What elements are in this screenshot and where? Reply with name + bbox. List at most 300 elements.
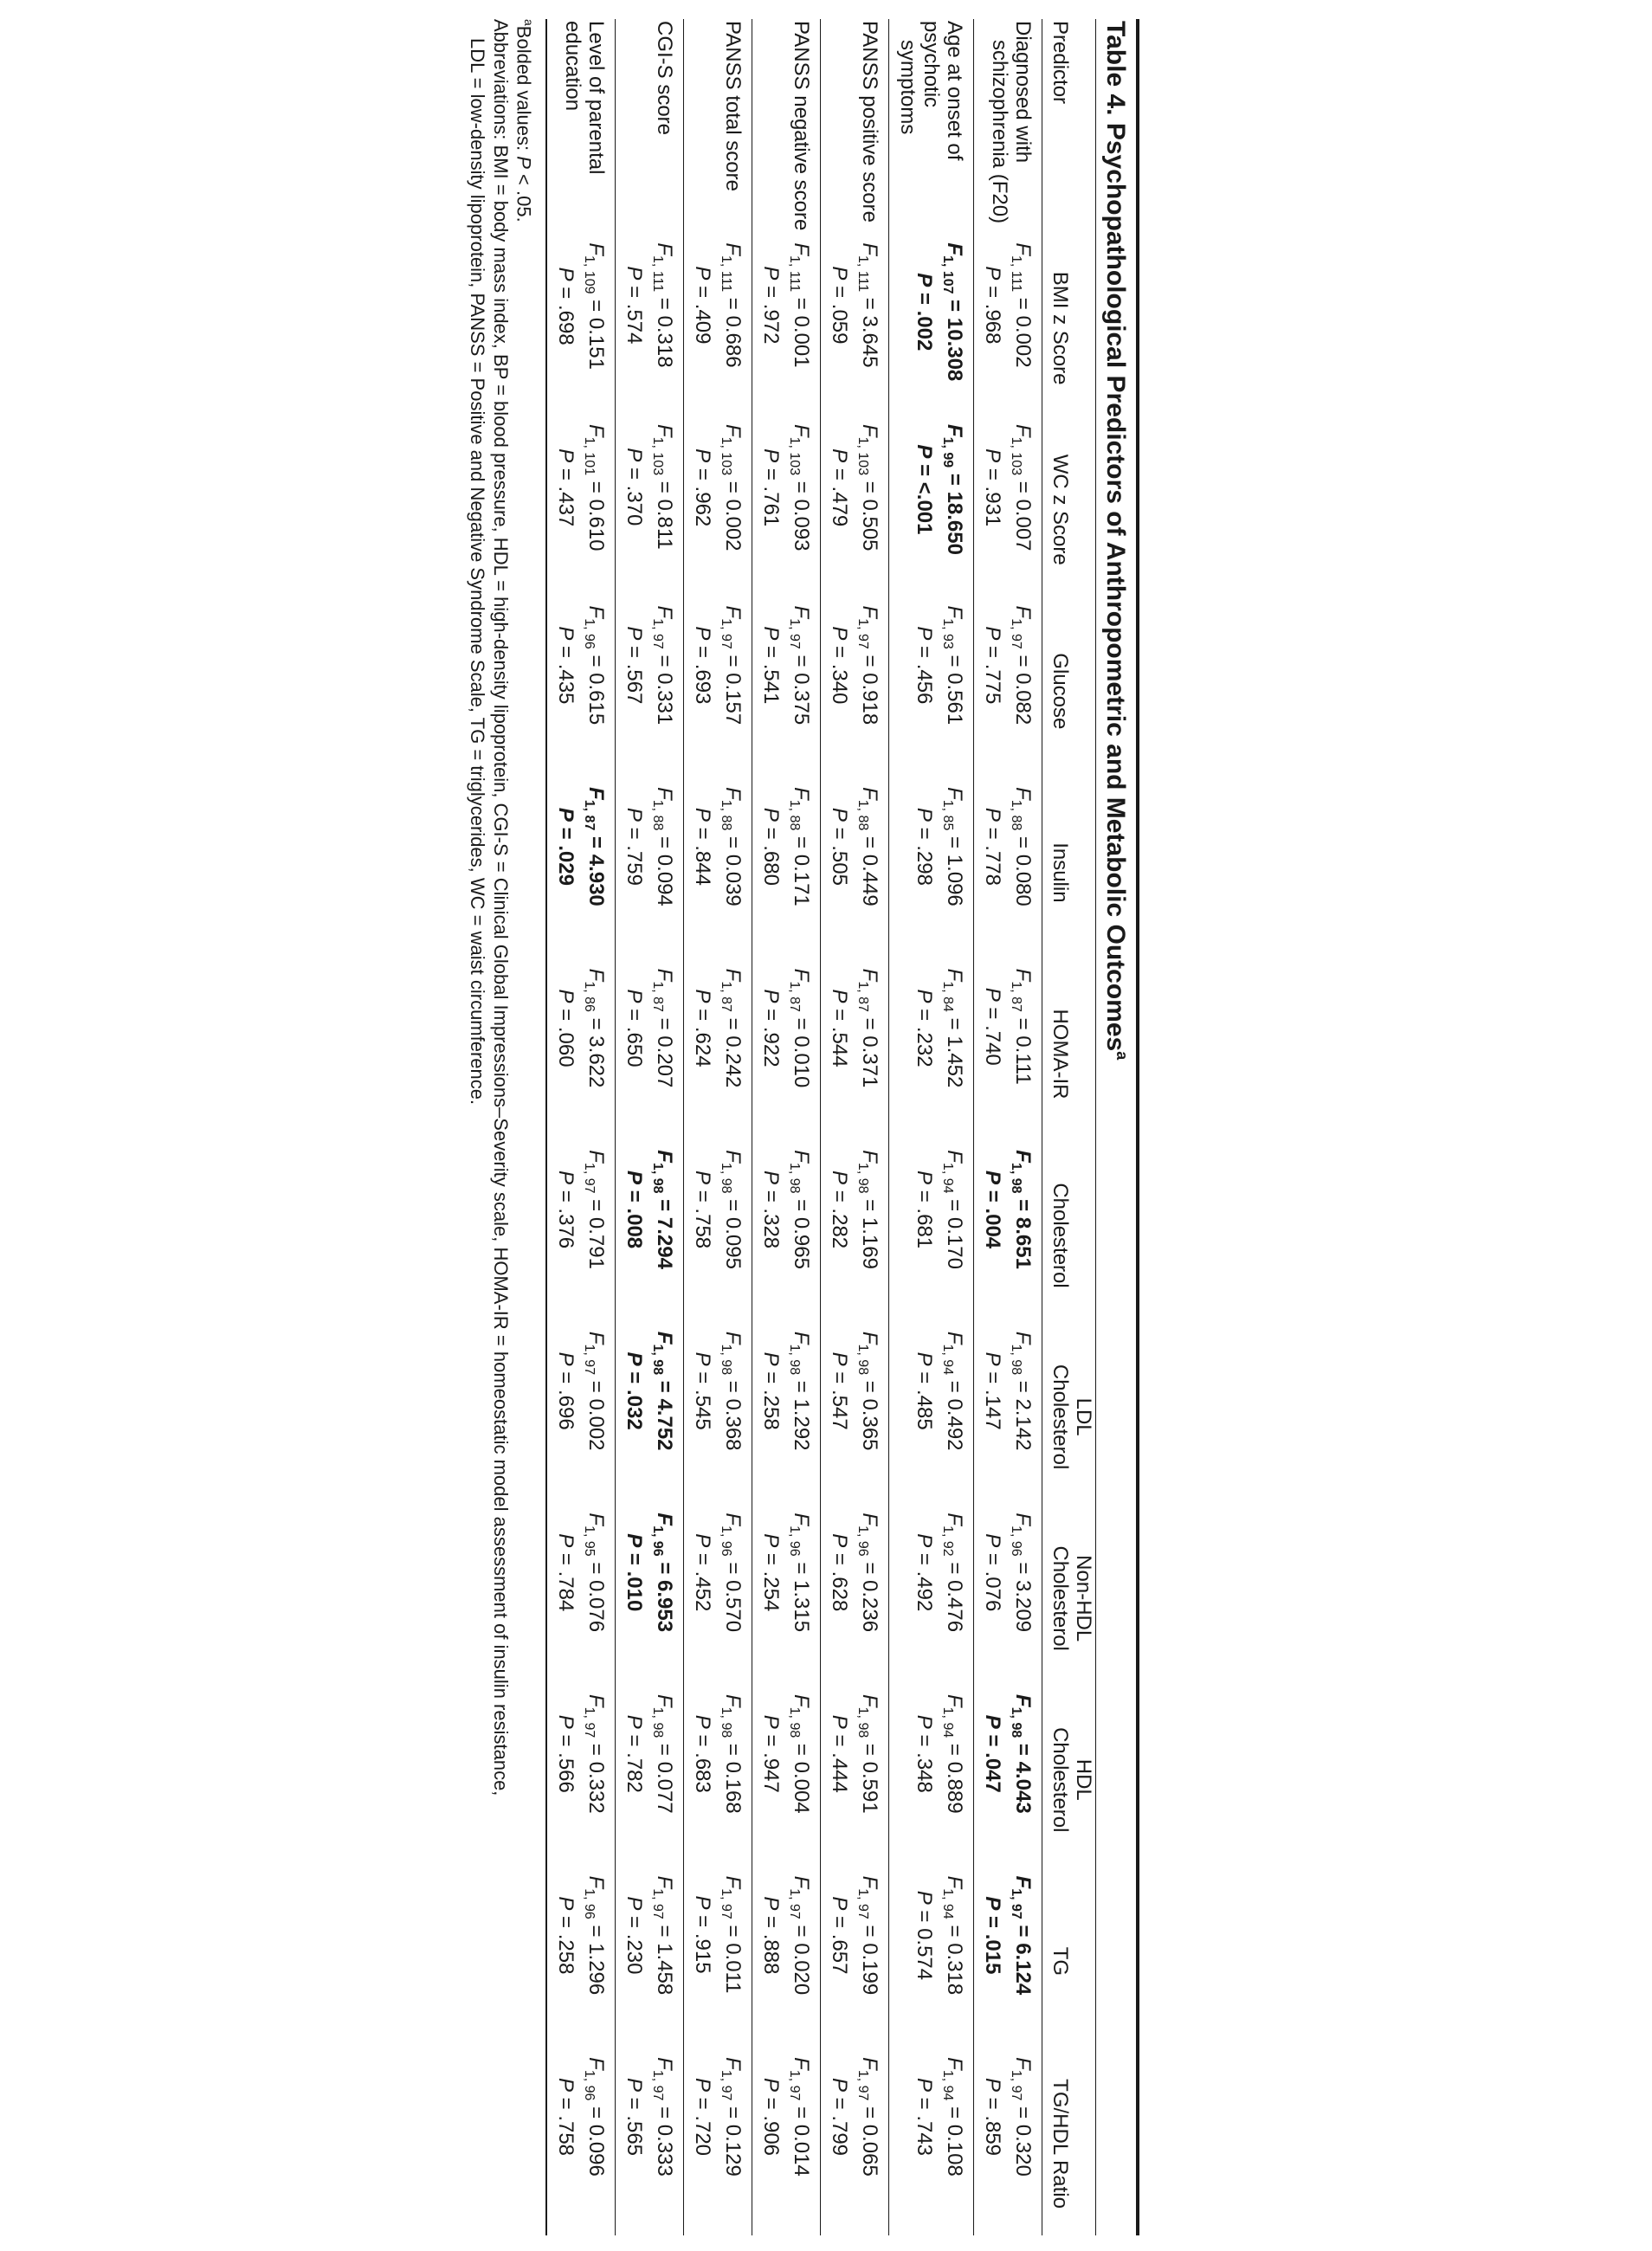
equals-sign: =: [721, 1556, 745, 1581]
stat-cell: [546, 1871, 616, 2053]
p-statistic: [828, 1332, 851, 1451]
equals-sign: =: [653, 2100, 676, 2125]
stat-value: [691, 1332, 745, 1451]
p-symbol: P: [913, 807, 936, 822]
significant-stat: [554, 787, 608, 906]
stat-value: [759, 242, 813, 367]
stat-cell: [821, 419, 889, 601]
f-value: 0.170: [943, 1216, 966, 1269]
stat-cell: [821, 1507, 889, 1689]
degrees-of-freedom: 1, 98: [650, 1344, 665, 1376]
p-value: .784: [554, 1571, 578, 1612]
equals-sign: =: [759, 1910, 783, 1934]
equals-sign: =: [790, 1919, 813, 1944]
equals-sign: =: [828, 1365, 851, 1390]
degrees-of-freedom: 1, 98: [650, 1706, 665, 1738]
degrees-of-freedom: 1, 109: [582, 255, 597, 294]
p-symbol: P: [981, 448, 1004, 463]
stat-value: [759, 1876, 813, 1996]
equals-sign: =: [623, 1003, 646, 1027]
f-value: 4.043: [1011, 1761, 1035, 1814]
equals-sign: =: [584, 1375, 608, 1399]
equals-sign: =: [554, 1910, 578, 1934]
p-symbol: P: [828, 626, 851, 641]
stat-cell: [889, 1507, 974, 1689]
stat-value: [828, 424, 881, 551]
equals-sign: =: [790, 292, 813, 316]
equals-sign: =: [943, 830, 966, 855]
f-value: 0.002: [584, 1398, 608, 1451]
p-symbol: P: [623, 626, 646, 641]
equals-sign: =: [790, 648, 813, 674]
equals-sign: =: [653, 648, 676, 674]
f-value: 0.333: [653, 2124, 676, 2177]
equals-sign: =: [858, 830, 881, 855]
stat-value: [691, 1876, 745, 1994]
f-statistic: [646, 787, 676, 906]
stat-cell: [821, 782, 889, 964]
table-title-text: Table 4. Psychopathological Predictors of Anthropometric and Metabolic Outcomes: [1101, 21, 1130, 1052]
column-header-line1: BMI z Score: [1049, 271, 1072, 385]
table-notes: [466, 19, 545, 2235]
equals-sign: =: [913, 1547, 936, 1571]
predictor-label: CGI-S score: [653, 21, 676, 136]
degrees-of-freedom: 1, 97: [582, 1706, 597, 1738]
degrees-of-freedom: 1, 97: [719, 2069, 733, 2101]
degrees-of-freedom: 1, 111: [719, 255, 733, 293]
f-symbol: F: [858, 423, 881, 437]
stat-cell: [616, 1689, 684, 1871]
stat-value: [828, 1150, 881, 1269]
degrees-of-freedom: 1, 98: [1009, 1344, 1023, 1376]
equals-sign: =: [981, 462, 1004, 487]
degrees-of-freedom: 1, 88: [719, 799, 733, 831]
equals-sign: =: [584, 2100, 608, 2125]
p-value: .740: [981, 1025, 1004, 1066]
p-symbol: P: [759, 1896, 783, 1911]
equals-sign: =: [913, 821, 936, 846]
table-title: [1096, 19, 1136, 2235]
p-symbol: P: [913, 1533, 936, 1548]
f-value: 0.077: [653, 1761, 676, 1814]
p-value: .298: [913, 845, 936, 886]
stat-cell: [889, 964, 974, 1145]
degrees-of-freedom: 1, 88: [1009, 799, 1023, 831]
f-symbol: F: [721, 2057, 745, 2070]
p-statistic: [913, 1694, 936, 1814]
p-symbol: P: [981, 1351, 1004, 1366]
equals-sign: =: [623, 1365, 646, 1390]
equals-sign: =: [981, 1184, 1004, 1209]
p-symbol: P: [828, 1714, 851, 1729]
stat-cell: [752, 1507, 821, 1689]
degrees-of-freedom: 1, 98: [787, 1706, 802, 1738]
f-symbol: F: [721, 1693, 745, 1707]
equals-sign: =: [653, 1011, 676, 1036]
stat-value: [759, 1694, 813, 1814]
f-statistic: [714, 424, 745, 551]
equals-sign: =: [981, 1001, 1004, 1026]
p-statistic: [981, 1150, 1004, 1269]
stat-cell: [546, 237, 616, 419]
degrees-of-freedom: 1, 98: [1009, 1162, 1023, 1194]
f-statistic: [1004, 1150, 1035, 1269]
stat-value: [981, 1332, 1035, 1451]
stat-value: [691, 1512, 745, 1632]
f-statistic: [1004, 1332, 1035, 1451]
p-value: .485: [913, 1390, 936, 1430]
f-statistic: [851, 1512, 881, 1632]
degrees-of-freedom: 1, 88: [787, 799, 802, 831]
f-statistic: [646, 969, 676, 1088]
column-header: [1042, 1145, 1096, 1326]
p-value: .060: [554, 1026, 578, 1067]
f-value: 0.004: [790, 1761, 813, 1814]
p-value: .799: [828, 2115, 851, 2157]
p-symbol: P: [554, 1351, 578, 1366]
f-symbol: F: [721, 787, 745, 800]
f-symbol: F: [790, 1150, 813, 1163]
stat-cell: [974, 1145, 1042, 1326]
f-value: 4.930: [584, 854, 608, 906]
stat-value: [623, 1694, 676, 1814]
table-row: [616, 19, 684, 2235]
equals-sign: =: [721, 1193, 745, 1217]
stat-cell: [616, 601, 684, 783]
stat-value: [981, 424, 1035, 551]
f-statistic: [1004, 1512, 1035, 1632]
f-value: 0.242: [721, 1035, 745, 1088]
degrees-of-freedom: 1, 97: [787, 1888, 802, 1919]
p-value: .328: [759, 1208, 783, 1249]
degrees-of-freedom: 1, 87: [1009, 981, 1023, 1012]
p-value: .888: [759, 1933, 783, 1975]
stat-value: [691, 2057, 745, 2177]
p-statistic: [554, 1332, 578, 1451]
stat-cell: [889, 1689, 974, 1871]
degrees-of-freedom: 1, 93: [940, 618, 955, 649]
p-symbol: P: [623, 1351, 646, 1366]
equals-sign: =: [584, 1011, 608, 1036]
f-symbol: F: [584, 1693, 608, 1707]
p-statistic: [828, 424, 851, 551]
f-statistic: [646, 1694, 676, 1814]
p-value: .444: [828, 1752, 851, 1793]
predictor-label: symptoms: [896, 40, 920, 135]
f-value: 0.020: [790, 1943, 813, 1996]
f-value: 18.650: [943, 491, 966, 555]
p-value: .147: [981, 1390, 1004, 1430]
f-symbol: F: [790, 787, 813, 800]
equals-sign: =: [913, 2091, 936, 2116]
p-statistic: [691, 787, 714, 906]
f-statistic: [578, 242, 608, 370]
stat-cell: [752, 1326, 821, 1508]
f-value: 1.452: [943, 1035, 966, 1088]
f-statistic: [714, 787, 745, 906]
p-statistic: [623, 1150, 646, 1269]
f-symbol: F: [943, 1512, 966, 1526]
p-symbol: P: [691, 989, 714, 1003]
p-symbol: P: [981, 626, 1004, 641]
p-statistic: [554, 1876, 578, 1996]
p-symbol: P: [913, 273, 936, 287]
equals-sign: =: [691, 1909, 714, 1933]
degrees-of-freedom: 1, 88: [650, 799, 665, 831]
p-value: .775: [981, 663, 1004, 705]
stat-value: [759, 969, 813, 1088]
p-statistic: [691, 1332, 714, 1451]
p-statistic: [691, 242, 714, 367]
f-symbol: F: [653, 423, 676, 437]
degrees-of-freedom: 1, 97: [582, 1162, 597, 1194]
f-value: 0.492: [943, 1398, 966, 1451]
equals-sign: =: [790, 1375, 813, 1399]
p-statistic: [828, 2057, 851, 2177]
p-statistic: [759, 606, 783, 726]
stat-cell: [974, 782, 1042, 964]
f-value: 6.953: [653, 1580, 676, 1633]
degrees-of-freedom: 1, 101: [582, 436, 597, 476]
p-value: .859: [981, 2115, 1004, 2157]
stat-value: [913, 2057, 966, 2177]
p-symbol: P: [691, 1351, 714, 1366]
f-value: 2.142: [1011, 1398, 1035, 1451]
f-symbol: F: [858, 1331, 881, 1345]
p-statistic: [913, 424, 936, 555]
f-statistic: [851, 424, 881, 551]
f-statistic: [936, 606, 966, 726]
degrees-of-freedom: 1, 103: [719, 436, 733, 476]
stat-value: [623, 242, 676, 367]
f-statistic: [714, 2057, 745, 2177]
results-table: [545, 19, 1096, 2235]
degrees-of-freedom: 1, 98: [719, 1706, 733, 1738]
stat-value: [981, 242, 1035, 367]
p-symbol: P: [691, 807, 714, 822]
equals-sign: =: [554, 281, 578, 305]
rotated-table-page: [5, 19, 1139, 2235]
column-header: [1042, 1871, 1096, 2053]
equals-sign: =: [981, 1547, 1004, 1571]
abbreviations-line-2: LDL = low-density lipoprotein, PANSS = Positive and Negative Syndrome Scale, TG = triglycerides, WC = waist circumference.: [466, 38, 488, 1106]
p-value: .505: [828, 845, 851, 886]
equals-sign: =: [691, 821, 714, 846]
stat-value: [554, 1332, 608, 1451]
stat-value: [691, 606, 745, 726]
equals-sign: =: [623, 1910, 646, 1934]
equals-sign: =: [828, 2091, 851, 2116]
predictor-label: PANSS negative score: [790, 21, 813, 231]
p-statistic: [913, 969, 936, 1088]
equals-sign: =: [858, 1919, 881, 1944]
stat-value: [981, 2057, 1035, 2177]
stat-value: [623, 606, 676, 726]
p-value: .029: [554, 845, 578, 886]
degrees-of-freedom: 1, 94: [940, 1162, 955, 1194]
column-header: [1042, 237, 1096, 419]
p-statistic: [759, 242, 783, 367]
p-statistic: [981, 424, 1004, 551]
f-symbol: F: [721, 1331, 745, 1345]
equals-sign: =: [759, 1003, 783, 1027]
p-symbol: P: [913, 2077, 936, 2092]
stat-value: [554, 242, 608, 370]
degrees-of-freedom: 1, 98: [787, 1344, 802, 1376]
f-value: 0.889: [943, 1761, 966, 1814]
p-symbol: P: [981, 266, 1004, 281]
degrees-of-freedom: 1, 107: [940, 255, 955, 294]
p-value: .545: [691, 1390, 714, 1430]
f-statistic: [851, 787, 881, 906]
stat-value: [554, 606, 608, 726]
p-statistic: [981, 1512, 1004, 1632]
f-symbol: F: [943, 242, 966, 256]
degrees-of-freedom: 1, 97: [1009, 1888, 1023, 1919]
f-statistic: [646, 606, 676, 726]
stat-cell: [616, 1326, 684, 1508]
stat-cell: [546, 2052, 616, 2235]
p-statistic: [913, 1876, 936, 1996]
p-value: .002: [913, 310, 936, 352]
f-symbol: F: [858, 787, 881, 800]
p-value: .541: [759, 663, 783, 705]
stat-value: [913, 787, 966, 906]
f-symbol: F: [653, 1331, 676, 1345]
equals-sign: =: [653, 1193, 676, 1217]
f-symbol: F: [943, 423, 966, 437]
stat-value: [913, 1694, 966, 1814]
degrees-of-freedom: 1, 98: [719, 1344, 733, 1376]
p-symbol: P: [554, 807, 578, 822]
p-statistic: [691, 969, 714, 1088]
degrees-of-freedom: 1, 87: [582, 799, 597, 831]
f-statistic: [936, 2057, 966, 2177]
p-statistic: [691, 606, 714, 726]
f-value: 1.169: [858, 1216, 881, 1269]
predictor-cell: [821, 19, 889, 237]
stat-value: [554, 1694, 608, 1814]
degrees-of-freedom: 1, 85: [940, 799, 955, 831]
f-symbol: F: [584, 968, 608, 982]
p-value: .759: [623, 845, 646, 886]
predictor-cell: [546, 19, 616, 237]
stat-cell: [546, 1326, 616, 1508]
degrees-of-freedom: 1, 87: [787, 981, 802, 1012]
equals-sign: =: [759, 1728, 783, 1753]
f-statistic: [936, 1876, 966, 1996]
stat-cell: [974, 601, 1042, 783]
stat-cell: [821, 1326, 889, 1508]
equals-sign: =: [691, 1365, 714, 1390]
p-symbol: P: [981, 1171, 1004, 1185]
f-symbol: F: [721, 242, 745, 256]
column-header: [1042, 964, 1096, 1145]
stat-cell: [889, 237, 974, 419]
predictor-label: Age at onset of psychotic: [920, 21, 966, 161]
degrees-of-freedom: 1, 97: [855, 2069, 870, 2101]
equals-sign: =: [828, 1728, 851, 1753]
column-header-line1: TG: [1049, 1946, 1072, 1977]
equals-sign: =: [584, 1193, 608, 1217]
p-statistic: [623, 242, 646, 367]
degrees-of-freedom: 1, 98: [855, 1162, 870, 1194]
f-value: 0.199: [858, 1943, 881, 1996]
table-row: [546, 19, 616, 2235]
p-value: .282: [828, 1208, 851, 1249]
f-value: 0.449: [858, 854, 881, 906]
p-symbol: P: [913, 1351, 936, 1366]
degrees-of-freedom: 1, 97: [582, 1344, 597, 1376]
p-statistic: [759, 1150, 783, 1269]
degrees-of-freedom: 1, 96: [650, 1525, 665, 1557]
p-symbol: P: [691, 266, 714, 281]
equals-sign: =: [913, 1365, 936, 1390]
f-value: 0.014: [790, 2124, 813, 2177]
f-value: 0.570: [721, 1580, 745, 1633]
f-value: 0.320: [1011, 2124, 1035, 2177]
f-value: 0.157: [721, 673, 745, 726]
column-header: [1042, 19, 1096, 237]
equals-sign: =: [584, 293, 608, 318]
stat-value: [623, 969, 676, 1088]
p-value: .761: [759, 486, 783, 527]
stat-cell: [616, 2052, 684, 2235]
f-statistic: [936, 969, 966, 1088]
stat-cell: [546, 1145, 616, 1326]
f-value: 0.076: [584, 1580, 608, 1633]
equals-sign: =: [653, 1919, 676, 1944]
p-value: .492: [913, 1571, 936, 1612]
f-value: 0.686: [721, 315, 745, 368]
equals-sign: =: [623, 1728, 646, 1753]
column-header-line1: TG/HDL Ratio: [1049, 2079, 1072, 2209]
stat-cell: [821, 2052, 889, 2235]
equals-sign: =: [943, 293, 966, 318]
f-value: 0.375: [790, 673, 813, 726]
f-statistic: [578, 787, 608, 906]
f-symbol: F: [584, 1875, 608, 1889]
p-statistic: [913, 787, 936, 906]
p-symbol: P: [981, 1896, 1004, 1911]
stat-value: [828, 2057, 881, 2177]
degrees-of-freedom: 1, 97: [719, 618, 733, 649]
equals-sign: =: [759, 1184, 783, 1209]
p-statistic: [981, 969, 1004, 1085]
p-value: .782: [623, 1752, 646, 1793]
f-statistic: [783, 2057, 813, 2177]
p-symbol: P: [759, 2077, 783, 2092]
p-statistic: [759, 1332, 783, 1451]
f-statistic: [1004, 1876, 1035, 1996]
stat-cell: [752, 964, 821, 1145]
f-statistic: [578, 1150, 608, 1269]
equals-sign: =: [913, 1184, 936, 1209]
stat-cell: [821, 964, 889, 1145]
p-value: .258: [759, 1390, 783, 1430]
f-value: 0.096: [584, 2124, 608, 2177]
f-value: 0.965: [790, 1216, 813, 1269]
p-statistic: [981, 787, 1004, 906]
significant-stat: [623, 1150, 676, 1269]
p-statistic: [691, 2057, 714, 2177]
degrees-of-freedom: 1, 94: [940, 1344, 955, 1376]
degrees-of-freedom: 1, 97: [1009, 618, 1023, 649]
predictor-label: PANSS total score: [721, 21, 745, 191]
p-value: .922: [759, 1026, 783, 1067]
p-value: .567: [623, 663, 646, 705]
f-statistic: [578, 969, 608, 1088]
